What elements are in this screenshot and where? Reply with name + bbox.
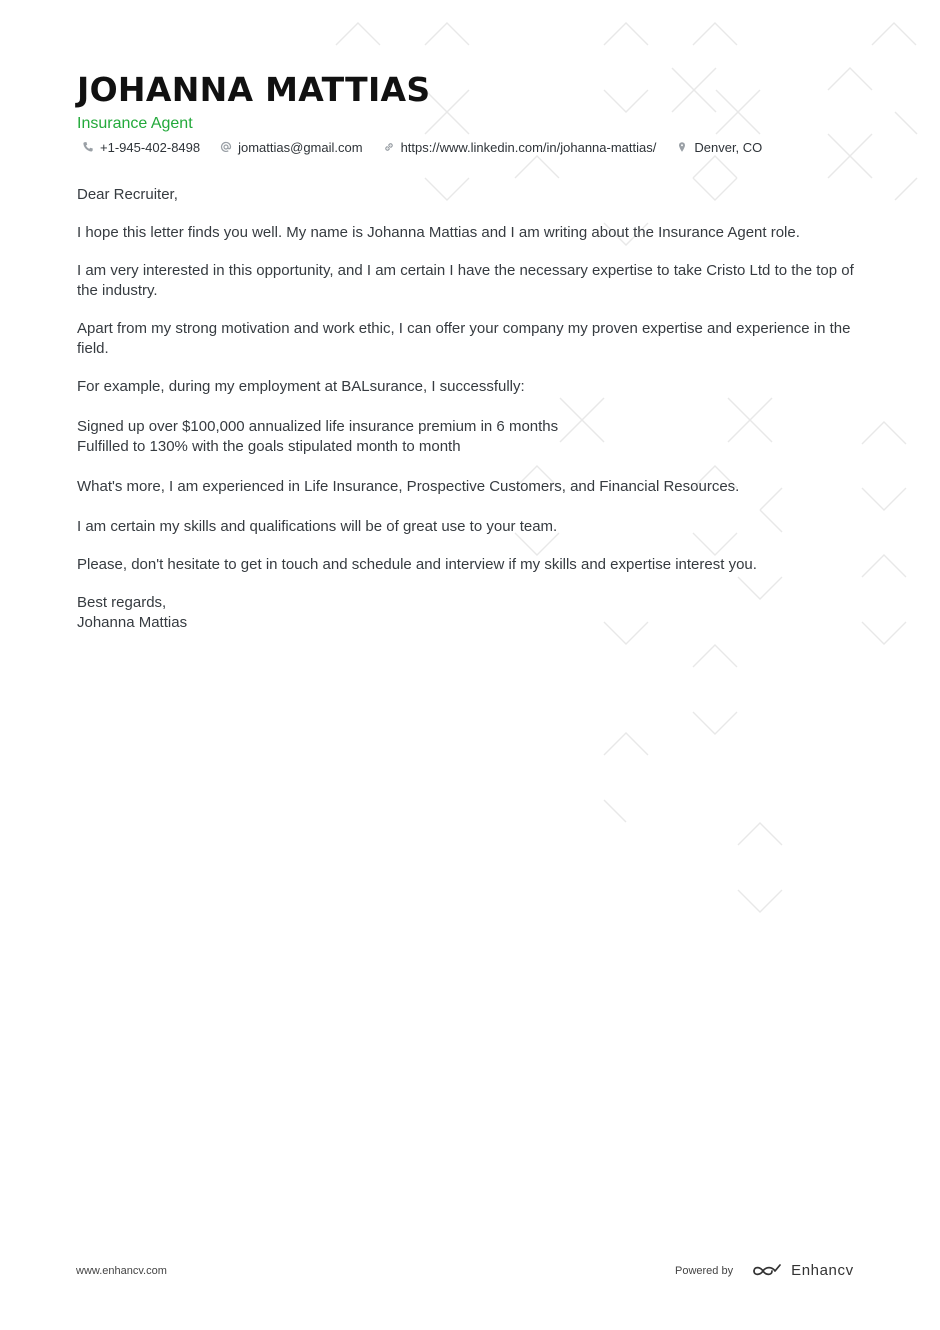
footer-branding [675, 1262, 854, 1279]
contact-location [676, 140, 762, 155]
phone-icon [82, 141, 94, 153]
email-text: jomattias@gmail.com [238, 139, 363, 155]
list-item: Signed up over $100,000 annualized life insurance premium in 6 months [77, 418, 559, 435]
skills-paragraph: I am certain my skills and qualifications will be of great use to your team. [77, 518, 558, 535]
contact-linkedin[interactable] [383, 140, 657, 155]
at-icon [220, 141, 232, 153]
linkedin-text: https://www.linkedin.com/in/johanna-mattias/ [400, 139, 657, 155]
brand-name: Enhancv [791, 1262, 854, 1279]
salutation: Dear Recruiter, [77, 186, 178, 203]
contact-email[interactable] [220, 140, 362, 155]
footer-website[interactable]: www.enhancv.com [76, 1265, 167, 1277]
location-text: Denver, CO [694, 139, 763, 155]
contact-phone[interactable] [82, 140, 200, 155]
example-intro-paragraph: For example, during my employment at BALsurance, I successfully: [77, 378, 525, 395]
closing: Best regards, [77, 594, 167, 611]
call-to-action-paragraph: Please, don't hesitate to get in touch and schedule and interview if my skills and expertise interest you. [77, 556, 757, 573]
letter-body [77, 185, 877, 633]
job-title: Insurance Agent [77, 115, 193, 132]
list-item: Fulfilled to 130% with the goals stipulated month to month [77, 438, 461, 455]
enhancv-logo-icon [751, 1263, 783, 1279]
experience-paragraph: What's more, I am experienced in Life Insurance, Prospective Customers, and Financial Resources. [77, 478, 740, 495]
signature: Johanna Mattias [77, 614, 188, 631]
phone-text: +1-945-402-8498 [100, 139, 201, 155]
link-icon [383, 141, 395, 153]
location-pin-icon [676, 141, 688, 153]
motivation-paragraph: Apart from my strong motivation and work ethic, I can offer your company my proven expertise and experience in the field. [77, 320, 851, 357]
intro-paragraph: I hope this letter finds you well. My name is Johanna Mattias and I am writing about the Insurance Agent role. [77, 224, 800, 241]
applicant-name: JOHANNA MATTIAS [77, 70, 431, 109]
powered-by-label: Powered by [675, 1264, 734, 1277]
achievements-list [77, 417, 877, 457]
enhancv-logo[interactable] [751, 1262, 854, 1279]
interest-paragraph: I am very interested in this opportunity, and I am certain I have the necessary expertise to take Cristo Ltd to the top of the industry. [77, 262, 854, 299]
contact-bar [82, 138, 782, 156]
